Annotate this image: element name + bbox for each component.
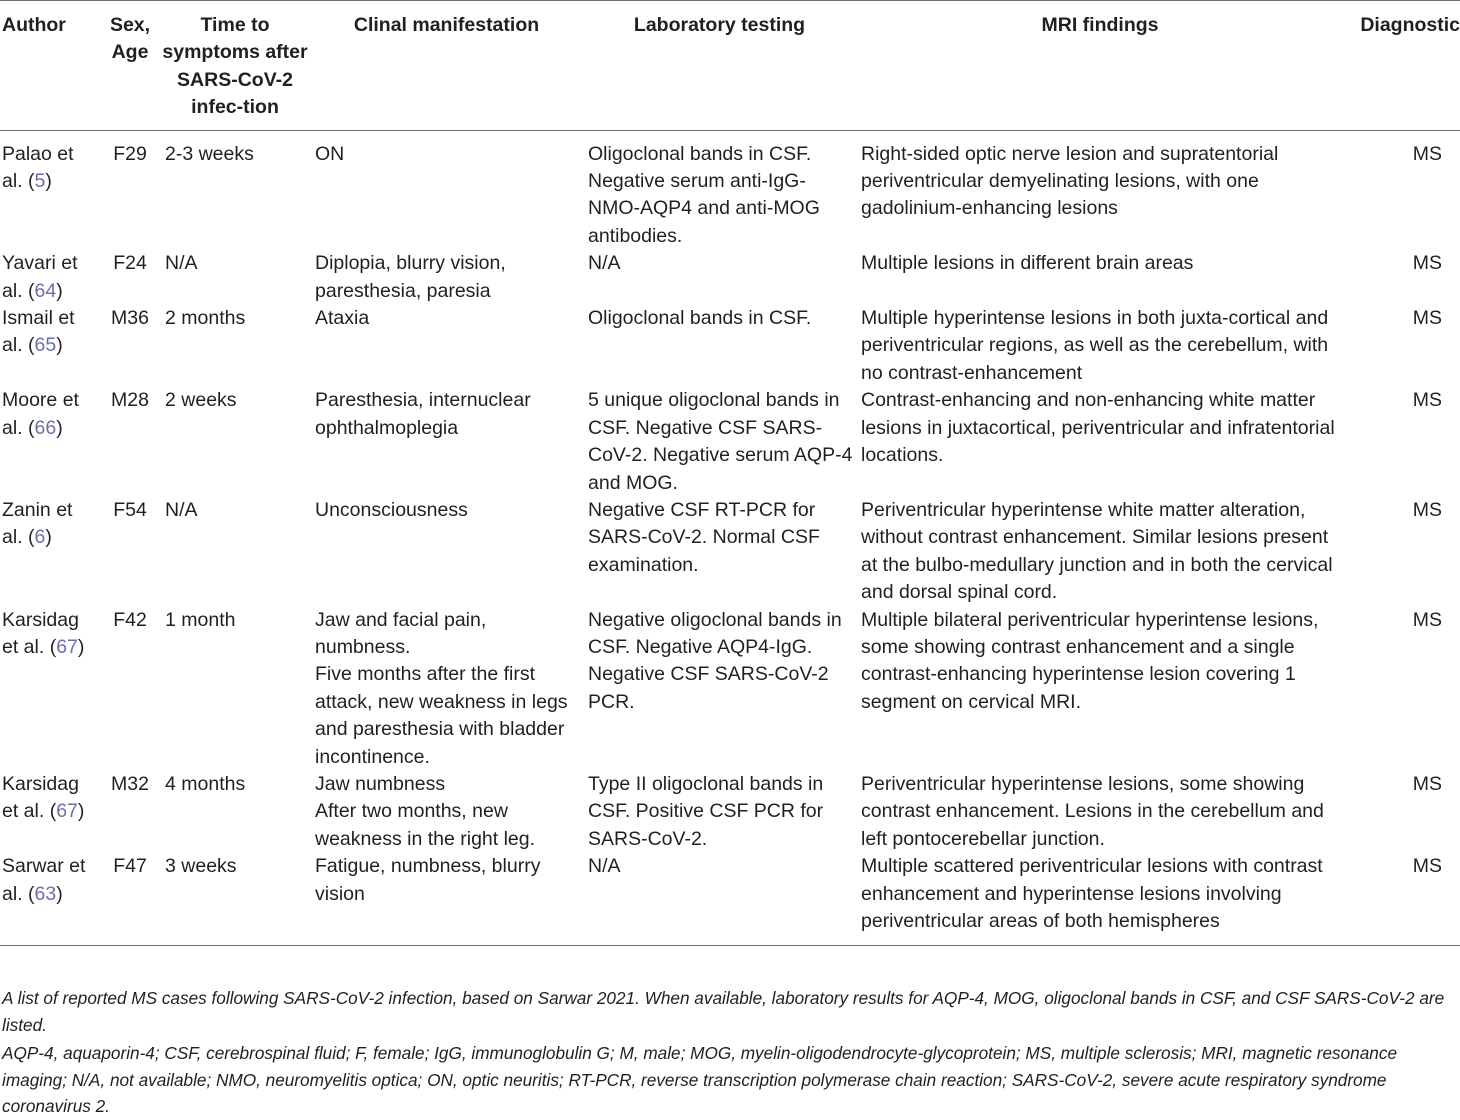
table-footnotes xyxy=(2,985,1458,1120)
cell-sex-age: M36 xyxy=(111,307,149,330)
cell-laboratory-testing: 5 unique oligoclonal bands in CSF. Negative CSF SARS-CoV-2. Negative serum AQP-4 and MOG. xyxy=(588,389,853,494)
cell-time-to-symptoms: 2 months xyxy=(165,307,246,330)
cell-sex-age: F29 xyxy=(113,142,147,165)
cell-mri-findings: Multiple scattered periventricular lesions with contrast enhancement and hyperintense lesions involving periventricular areas of both hemispheres xyxy=(856,853,1344,946)
cell-diagnostic: MS xyxy=(1412,142,1442,165)
header-sex-age: Sex, Age xyxy=(100,1,160,131)
cell-time-to-symptoms: N/A xyxy=(165,252,198,275)
cell-diagnostic: MS xyxy=(1412,772,1442,795)
table-row xyxy=(0,250,1460,305)
table-row xyxy=(0,387,1460,497)
cell-clinical-manifestation-line: Jaw numbness xyxy=(315,772,446,795)
cell-author: Ismail et al. (65) xyxy=(2,307,75,357)
author-name: Karsidag et al. xyxy=(2,772,79,823)
table-header xyxy=(0,1,1460,131)
cell-clinical-manifestation: ON xyxy=(315,142,345,165)
cell-clinical-manifestation xyxy=(310,771,583,853)
cell-laboratory-testing: Oligoclonal bands in CSF. Negative serum anti-IgG-NMO-AQP4 and anti-MOG antibodies. xyxy=(588,142,820,247)
header-time-to-symptoms: Time to symptoms after SARS-CoV-2 infec-tion xyxy=(160,1,310,131)
header-mri-findings: MRI findings xyxy=(856,1,1344,131)
cell-clinical-manifestation: Unconsciousness xyxy=(315,498,468,521)
table-row xyxy=(0,607,1460,771)
cell-author: Zanin et al. (6) xyxy=(2,498,73,549)
cell-clinical-manifestation-line: Five months after the first attack, new weakness in legs and paresthesia with bladder incontinence. xyxy=(315,663,568,768)
reference-link[interactable]: 63 xyxy=(34,882,57,905)
cell-mri-findings: Multiple bilateral periventricular hyperintense lesions, some showing contrast enhancement and a single contrast-enhancing hyperintense lesion covering 1 segment on cervical MRI. xyxy=(861,608,1319,713)
cell-mri-findings: Multiple lesions in different brain areas xyxy=(861,252,1194,275)
table-row xyxy=(0,130,1460,250)
cell-mri-findings: Right-sided optic nerve lesion and supratentorial periventricular demyelinating lesions, with one gadolinium-enhancing lesions xyxy=(861,142,1279,220)
cell-laboratory-testing: N/A xyxy=(583,853,856,946)
cell-sex-age: F42 xyxy=(113,608,147,631)
cell-diagnostic: MS xyxy=(1344,853,1460,946)
reference-link[interactable]: 66 xyxy=(34,416,57,439)
author-name: Sarwar et al. xyxy=(2,855,86,905)
cell-mri-findings: Contrast-enhancing and non-enhancing white matter lesions in juxtacortical, periventricular and infratentorial locations. xyxy=(861,389,1335,467)
cell-diagnostic: MS xyxy=(1412,252,1442,275)
cell-author: Karsidag et al. (67) xyxy=(2,772,85,823)
table-row xyxy=(0,853,1460,946)
cell-sex-age: M28 xyxy=(111,389,149,412)
reference-link[interactable]: 67 xyxy=(56,635,78,658)
author-name: Karsidag et al. xyxy=(2,608,79,658)
cell-clinical-manifestation: Ataxia xyxy=(315,307,370,330)
cell-mri-findings: Periventricular hyperintense white matter alteration, without contrast enhancement. Similar lesions present at the bulbo-medullary junction and in both the cervical and dorsal spinal cord. xyxy=(861,498,1333,604)
footnote-summary: A list of reported MS cases following SARS-CoV-2 infection, based on Sarwar 2021. When available, laboratory results for AQP-4, MOG, oligoclonal bands in CSF, and CSF SARS-CoV-2 are listed. xyxy=(2,988,1445,1035)
cell-sex-age: M32 xyxy=(111,772,149,795)
cell-author: Yavari et al. (64) xyxy=(2,252,78,302)
cell-sex-age: F47 xyxy=(100,853,160,946)
reference-link[interactable]: 6 xyxy=(34,526,46,549)
cell-laboratory-testing: Negative oligoclonal bands in CSF. Negative AQP4-IgG. Negative CSF SARS-CoV-2 PCR. xyxy=(588,608,842,713)
cell-mri-findings: Multiple hyperintense lesions in both juxta-cortical and periventricular regions, as well as the cerebellum, with no contrast-enhancement xyxy=(861,307,1329,384)
cell-clinical-manifestation xyxy=(310,607,583,771)
reference-link[interactable]: 67 xyxy=(56,800,78,823)
cell-laboratory-testing: N/A xyxy=(588,252,621,275)
cell-author: Sarwar et al. (63) xyxy=(0,853,100,946)
cell-clinical-manifestation-line: Jaw and facial pain, numbness. xyxy=(315,608,487,658)
cell-laboratory-testing: Negative CSF RT-PCR for SARS-CoV-2. Normal CSF examination. xyxy=(588,498,820,576)
author-name: Moore et al. xyxy=(2,389,79,439)
cell-time-to-symptoms: 1 month xyxy=(165,608,236,631)
header-author: Author xyxy=(0,1,100,131)
cell-laboratory-testing: Type II oligoclonal bands in CSF. Positive CSF PCR for SARS-CoV-2. xyxy=(588,772,824,850)
cell-clinical-manifestation: Paresthesia, internuclear ophthalmoplegia xyxy=(315,389,531,439)
header-clinical-manifestation: Clinal manifestation xyxy=(310,1,583,131)
reference-link[interactable]: 65 xyxy=(34,334,57,357)
cell-laboratory-testing: Oligoclonal bands in CSF. xyxy=(588,307,812,330)
cell-diagnostic: MS xyxy=(1412,608,1442,631)
cell-clinical-manifestation: Diplopia, blurry vision, paresthesia, paresia xyxy=(315,252,506,302)
cell-author: Karsidag et al. (67) xyxy=(2,608,85,658)
author-name: Zanin et al. xyxy=(2,498,73,549)
cell-clinical-manifestation-line: After two months, new weakness in the right leg. xyxy=(315,800,536,850)
cell-diagnostic: MS xyxy=(1412,389,1442,412)
cell-time-to-symptoms: N/A xyxy=(165,498,198,521)
table-row xyxy=(0,305,1460,387)
author-name: Palao et al. xyxy=(2,142,74,193)
cell-diagnostic: MS xyxy=(1412,307,1442,330)
cell-author: Palao et al. (5) xyxy=(2,142,74,193)
header-row xyxy=(0,1,1460,131)
author-name: Ismail et al. xyxy=(2,307,75,357)
table-row xyxy=(0,497,1460,607)
table-row xyxy=(0,771,1460,853)
header-laboratory-testing: Laboratory testing xyxy=(583,1,856,131)
table-body xyxy=(0,130,1460,946)
reference-link[interactable]: 64 xyxy=(34,279,57,302)
cell-time-to-symptoms: 3 weeks xyxy=(160,853,310,946)
cell-time-to-symptoms: 2-3 weeks xyxy=(165,142,254,165)
cell-clinical-manifestation: Fatigue, numbness, blurry vision xyxy=(310,853,583,946)
author-name: Yavari et al. xyxy=(2,252,78,302)
cell-time-to-symptoms: 2 weeks xyxy=(165,389,237,412)
cell-sex-age: F54 xyxy=(113,498,147,521)
cell-sex-age: F24 xyxy=(113,252,147,275)
cell-mri-findings: Periventricular hyperintense lesions, some showing contrast enhancement. Lesions in the cerebellum and left pontocerebellar junction. xyxy=(861,772,1324,850)
cell-time-to-symptoms: 4 months xyxy=(165,772,246,795)
footnote-abbreviations: AQP-4, aquaporin-4; CSF, cerebrospinal fluid; F, female; IgG, immunoglobulin G; M, male; MOG, myelin-oligodendrocyte-glycoprotein; MS, multiple sclerosis; MRI, magnetic resonance imaging; N/A, not available; NMO, neuromyelitis optica; ON, optic neuritis; RT-PCR, reverse transcription polymerase chain reaction; SARS-CoV-2, severe acute respiratory syndrome coronavirus 2. xyxy=(2,1043,1398,1116)
cell-author: Moore et al. (66) xyxy=(2,389,79,439)
cell-diagnostic: MS xyxy=(1412,498,1442,521)
reference-link[interactable]: 5 xyxy=(34,170,46,193)
header-diagnostic: Diagnostic xyxy=(1344,1,1460,131)
